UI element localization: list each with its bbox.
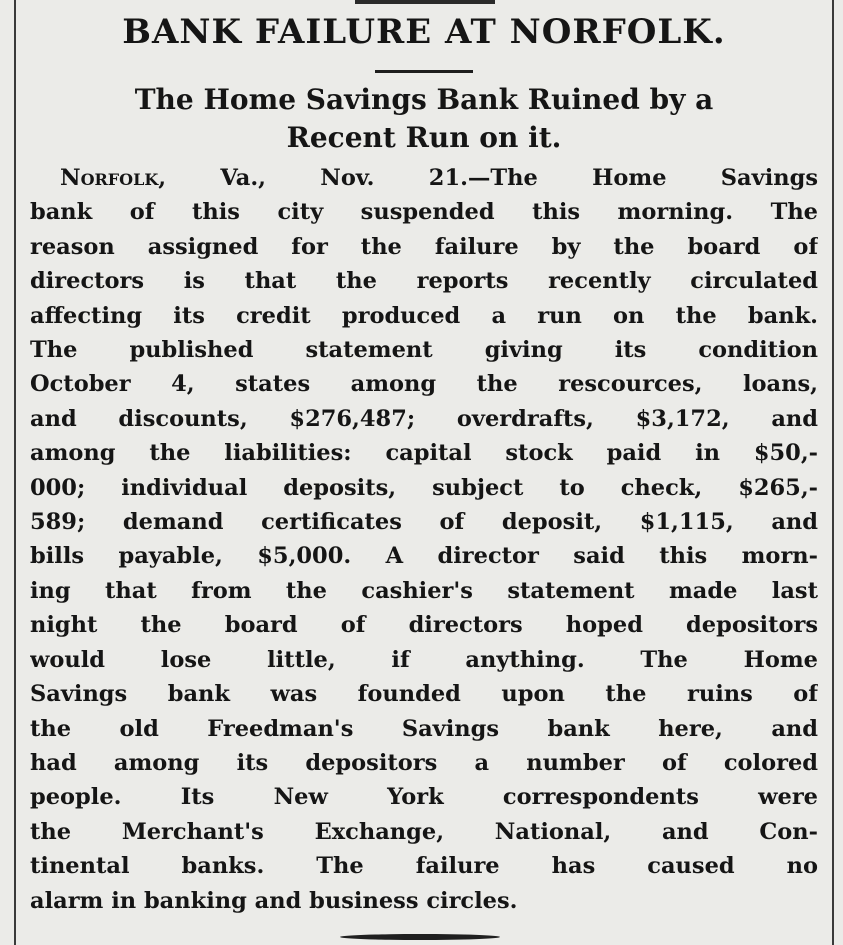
body-line-9: among the liabilities: capital stock paid in $50,- [30, 440, 818, 467]
body-line-14: night the board of directors hoped depositors [30, 612, 818, 639]
body-line-10: 000; individual deposits, subject to check, $265,- [30, 474, 818, 501]
dateline: Norfolk [60, 165, 159, 191]
body-line-2: bank of this city suspended this morning. The [30, 199, 818, 226]
body-line-4: directors is that the reports recently circulated [30, 268, 818, 295]
body-line-1 [30, 161, 818, 195]
body-line-21: tinental banks. The failure has caused no [30, 853, 818, 880]
headline-divider [375, 70, 473, 73]
body-line-5: affecting its credit produced a run on the bank. [30, 302, 818, 329]
body-line-12: bills payable, $5,000. A director said this morn- [30, 543, 818, 570]
body-line-20: the Merchant's Exchange, National, and Con- [30, 818, 818, 845]
body-line-17: the old Freedman's Savings bank here, and [30, 715, 818, 742]
article-body [30, 161, 818, 918]
body-line-11: 589; demand certificates of deposit, $1,115, and [30, 509, 818, 536]
left-column-rule [14, 0, 16, 945]
subheadline-line-1: The Home Savings Bank Ruined by a [134, 83, 714, 116]
headline: BANK FAILURE AT NORFOLK. [122, 12, 726, 52]
body-line-1-text: , Va., Nov. 21.—The Home Savings [158, 165, 818, 191]
body-line-18: had among its depositors a number of colored [30, 749, 818, 776]
body-line-16: Savings bank was founded upon the ruins of [30, 681, 818, 708]
body-line-8: and discounts, $276,487; overdrafts, $3,172, and [30, 405, 818, 432]
subheadline [30, 81, 818, 157]
body-line-6: The published statement giving its condition [30, 337, 818, 364]
bottom-ornament-rule [340, 934, 500, 940]
right-column-rule [832, 0, 834, 945]
body-line-7: October 4, states among the rescources, loans, [30, 371, 818, 398]
body-line-19: people. Its New York correspondents were [30, 784, 818, 811]
body-line-3: reason assigned for the failure by the board of [30, 233, 818, 260]
article [30, 4, 818, 918]
subheadline-line-2: Recent Run on it. [286, 121, 562, 154]
body-line-22: alarm in banking and business circles. [30, 887, 518, 914]
body-line-13: ing that from the cashier's statement made last [30, 577, 818, 604]
body-line-15: would lose little, if anything. The Home [30, 646, 818, 673]
